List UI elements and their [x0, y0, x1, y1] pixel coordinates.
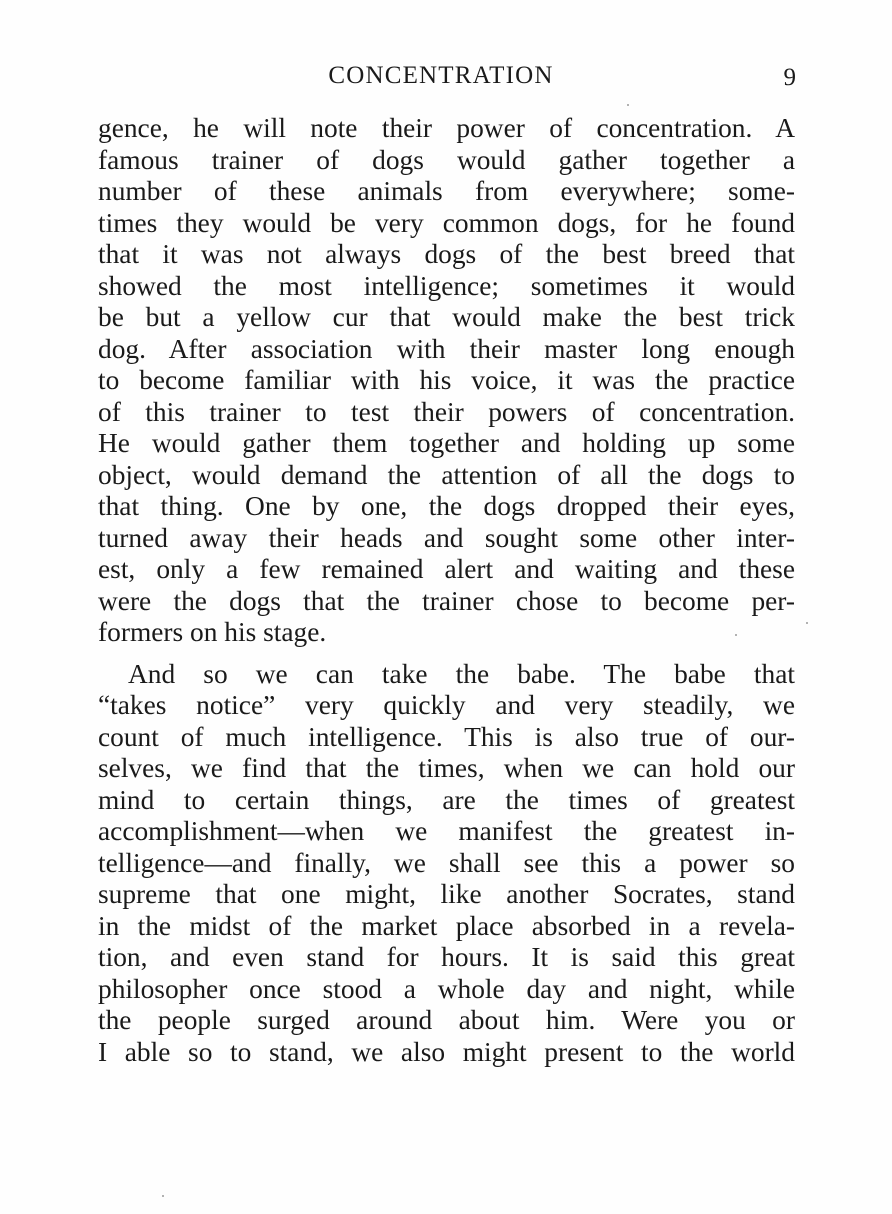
text-line: mind to certain things, are the times of greatest [98, 784, 795, 815]
running-title: CONCENTRATION [328, 62, 554, 89]
scan-speck [162, 1195, 164, 1197]
paragraph-gap [98, 649, 795, 659]
text-line: dog. After association with their master long enough [98, 333, 795, 364]
text-line: I able so to stand, we also might present to the world [98, 1036, 795, 1067]
text-line: in the midst of the market place absorbed in a revela- [98, 910, 795, 941]
text-line: “takes notice” very quickly and very steadily, we [98, 690, 795, 720]
text-line: that thing. One by one, the dogs dropped their eyes, [98, 491, 795, 521]
text-line: number of these animals from everywhere; some- [98, 176, 795, 206]
text-line: of this trainer to test their powers of concentration. [98, 396, 795, 427]
text-line: were the dogs that the trainer chose to become per- [98, 585, 795, 616]
text-line: accomplishment—when we manifest the greatest in- [98, 816, 795, 846]
paragraph-2 [98, 659, 795, 1069]
scan-speck [806, 622, 808, 624]
text-line: to become familiar with his voice, it was the practice [98, 365, 795, 395]
text-line: famous trainer of dogs would gather together a [98, 144, 795, 175]
text-line: selves, we find that the times, when we can hold our [98, 753, 795, 783]
text-line: formers on his stage. [98, 617, 327, 647]
text-line: And so we can take the babe. The babe that [128, 658, 795, 689]
text-line: tion, and even stand for hours. It is said this great [98, 942, 795, 972]
text-line: the people surged around about him. Were you or [98, 1005, 795, 1035]
text-line: telligence—and finally, we shall see this a power so [98, 847, 795, 878]
text-line: count of much intelligence. This is also true of our- [98, 721, 795, 752]
body-text [98, 113, 795, 1068]
text-line: be but a yellow cur that would make the best trick [98, 302, 795, 332]
text-line: philosopher once stood a whole day and night, while [98, 973, 795, 1004]
paragraph-1 [98, 113, 795, 649]
text-line: showed the most intelligence; sometimes it would [98, 270, 795, 301]
scan-speck [735, 634, 737, 636]
text-line: object, would demand the attention of all the dogs to [98, 459, 795, 490]
scan-speck [627, 104, 629, 106]
text-line: that it was not always dogs of the best breed that [98, 239, 795, 269]
text-line: He would gather them together and holding up some [98, 428, 795, 458]
text-line: supreme that one might, like another Socrates, stand [98, 879, 795, 909]
text-line: turned away their heads and sought some other inter- [98, 522, 795, 553]
text-line: gence, he will note their power of concentration. A [98, 113, 795, 143]
text-line: est, only a few remained alert and waiting and these [98, 554, 795, 584]
running-head [96, 62, 796, 96]
text-line: times they would be very common dogs, for he found [98, 207, 795, 238]
page-number: 9 [783, 64, 796, 91]
